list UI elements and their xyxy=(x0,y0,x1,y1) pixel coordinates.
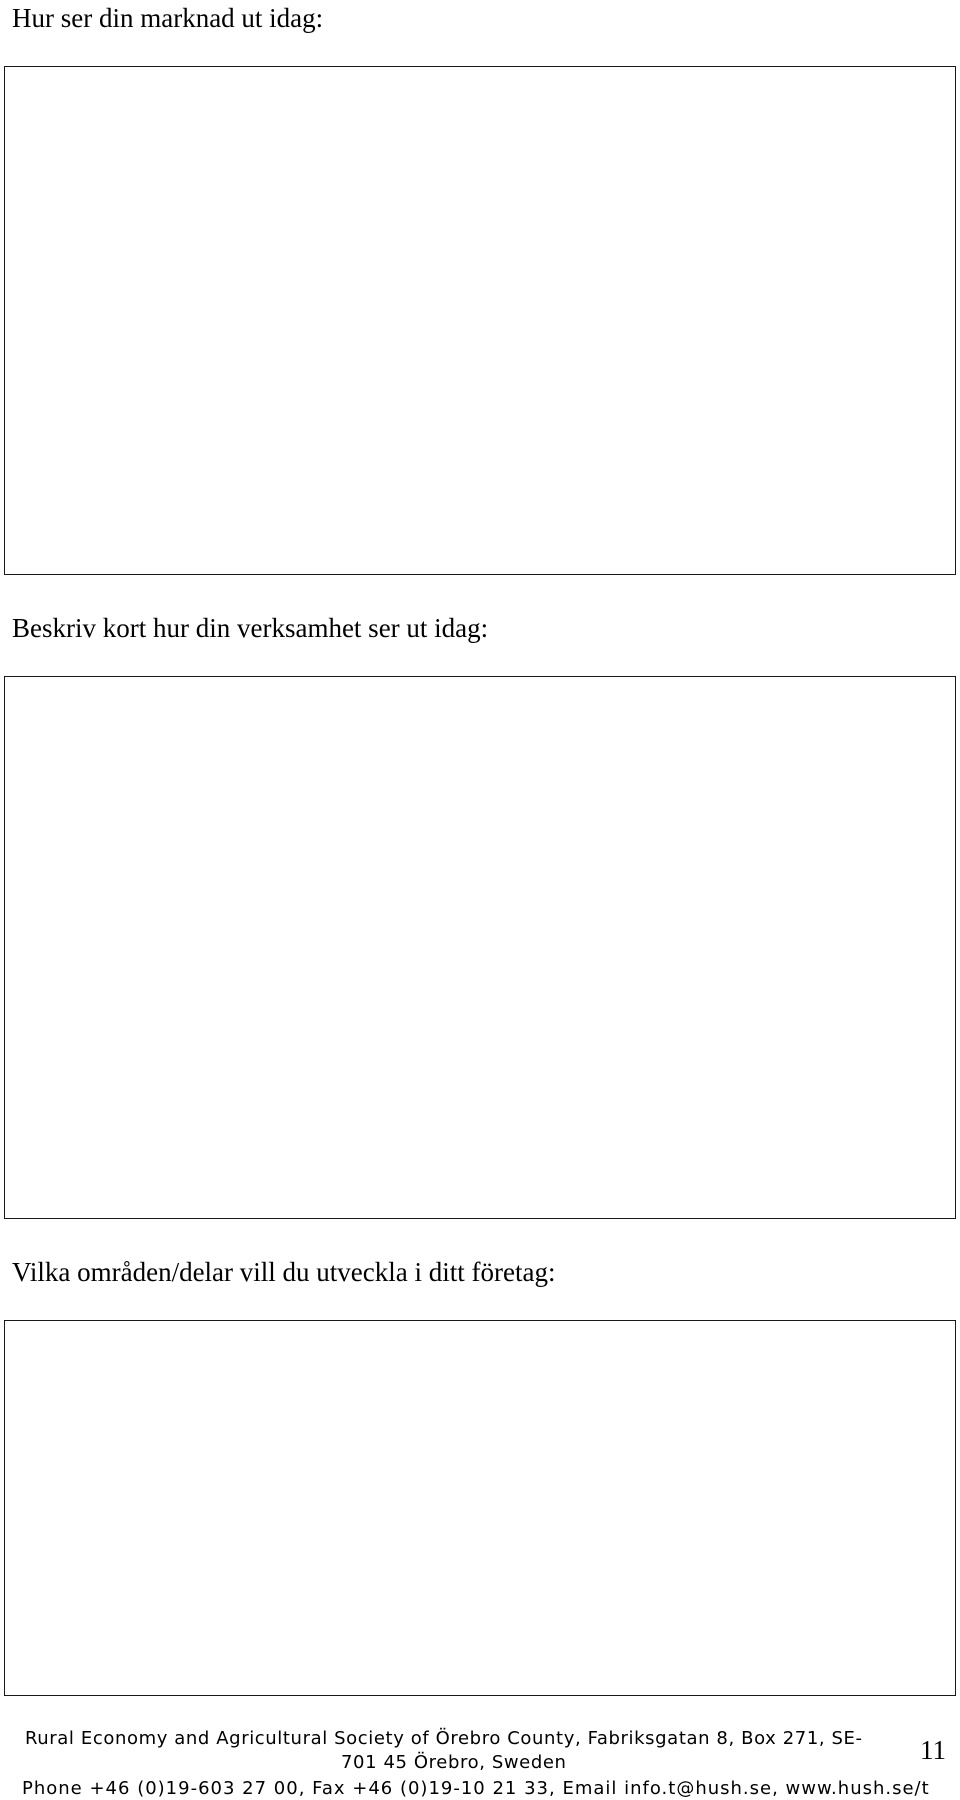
page-footer xyxy=(0,1726,960,1800)
footer-address-line-1: Rural Economy and Agricultural Society of Örebro County, Fabriksgatan 8, Box 271, SE- xyxy=(25,1728,863,1749)
question-3-label: Vilka områden/delar vill du utveckla i ditt företag: xyxy=(12,1257,556,1287)
footer-address-line-2: 701 45 Örebro, Sweden xyxy=(341,1752,567,1773)
question-1-answer-box[interactable] xyxy=(4,66,956,575)
question-1-label: Hur ser din marknad ut idag: xyxy=(12,3,324,33)
page-number: 11 xyxy=(920,1735,946,1765)
question-2-answer-box[interactable] xyxy=(4,676,956,1219)
question-2-label: Beskriv kort hur din verksamhet ser ut idag: xyxy=(12,613,489,643)
footer-contact-line: Phone +46 (0)19-603 27 00, Fax +46 (0)19-10 21 33, Email info.t@hush.se, www.hush.se/t xyxy=(22,1778,930,1799)
question-3-answer-box[interactable] xyxy=(4,1320,956,1696)
